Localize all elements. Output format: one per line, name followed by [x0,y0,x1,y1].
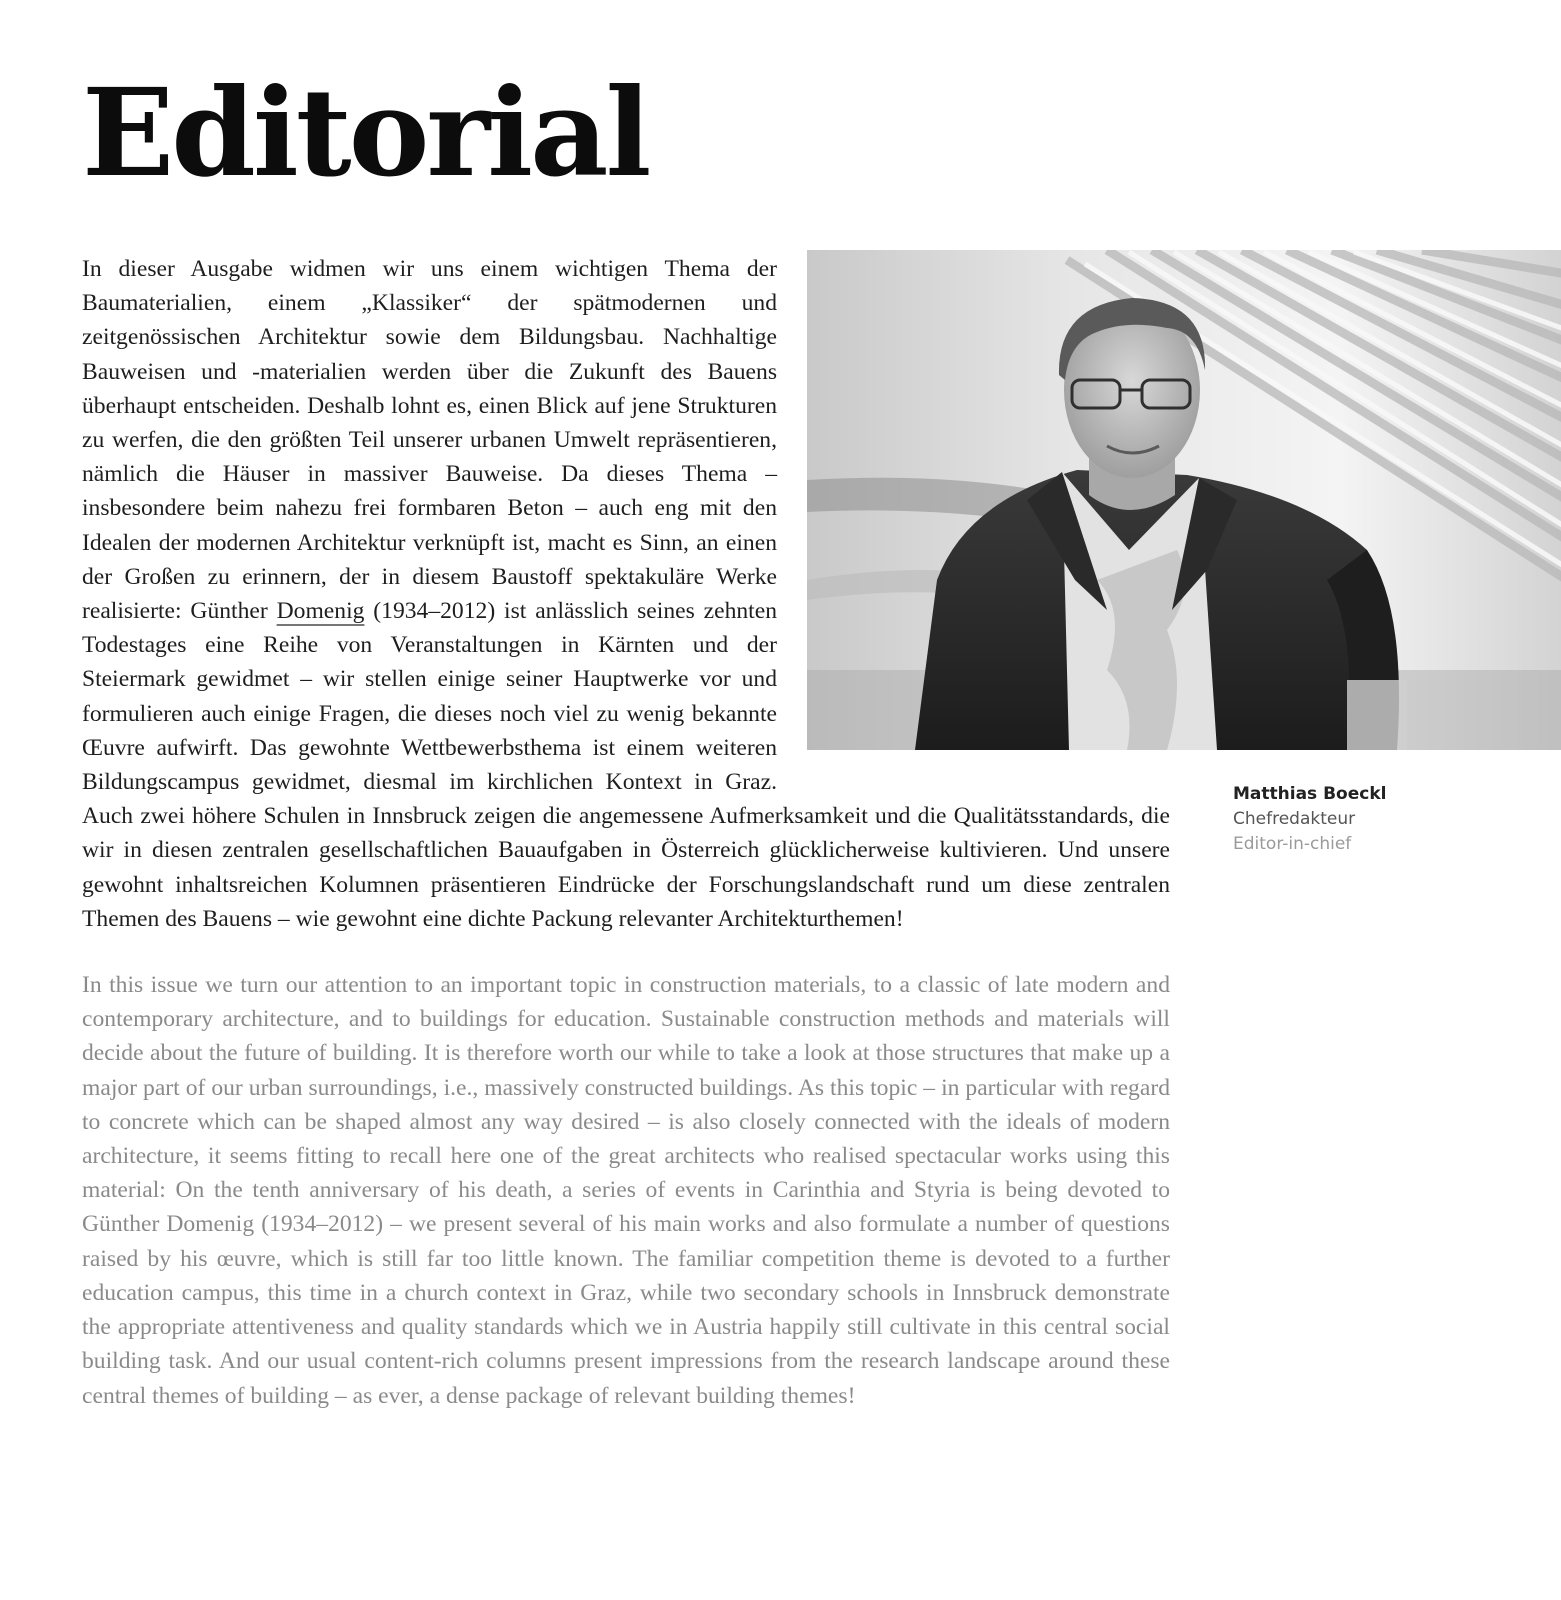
page-title: Editorial [82,61,649,204]
german-text-part-1: In dieser Ausgabe widmen wir uns einem wichtigen Thema der Baumaterialien, einem „Klassiker“ der spätmodernen und zeitgenössischen Architektur sowie dem Bildungsbau. Nachhaltige Bauweisen und -materialien werden über die Zukunft des Bauens überhaupt entscheiden. Deshalb lohnt es, einen Blick auf jene Strukturen zu werfen, die den größten Teil unserer urbanen Umwelt repräsentieren, nämlich die Häuser in massiver Bauweise. Da dieses Thema – insbesondere beim nahezu frei formbaren Beton – auch eng mit den Idealen der modernen Architektur verknüpft ist, macht es Sinn, an einen der Großen zu erinnern, der in diesem Baustoff spektakuläre Werke realisierte: Günther [82,256,777,625]
editor-role-english: Editor-in-chief [1233,834,1352,854]
photo-caption [1233,782,1386,857]
article-body [82,252,1170,1413]
english-paragraph: In this issue we turn our attention to an important topic in construction materials, to a classic of late modern and contemporary architecture, and to buildings for education. Sustainable construction methods and materials will decide about the future of building. It is therefore worth our while to take a look at those structures that make up a major part of our urban surroundings, i.e., massively constructed buildings. As this topic – in particular with regard to concrete which can be shaped almost any way desired – is also closely connected with the ideals of modern architecture, it seems fitting to recall here one of the great architects who realised spectacular works using this material: On the tenth anniversary of his death, a series of events in Carinthia and Styria is being devoted to Günther Domenig (1934–2012) – we present several of his main works and also formulate a number of questions raised by his œuvre, which is still far too little known. The familiar competition theme is devoted to a further education campus, this time in a church context in Graz, while two secondary schools in Innsbruck demonstrate the appropriate attentiveness and quality standards which we in Austria happily still cultivate in this central social building task. And our usual content-rich columns present impressions from the research landscape around these central themes of building – as ever, a dense package of relevant building themes! [82,972,1170,1409]
editor-role-german: Chefredakteur [1233,809,1356,829]
german-text-part-2: (1934–2012) ist anlässlich seines zehnten Todestages eine Reihe von Veranstaltungen in Kärnten und der Steiermark gewidmet – wir stellen einige seiner Hauptwerke vor und formulieren auch einige Fragen, die dieses noch viel zu wenig bekannte Œuvre aufwirft. Das gewohnte Wettbewerbsthema ist einem weiteren Bildungscampus gewidmet, diesmal im kirchlichen Kontext in Graz. Auch zwei höhere Schulen in Innsbruck zeigen die angemessene Aufmerksamkeit und die Qualitätsstandards, die wir in diesen zentralen gesellschaftlichen Bauaufgaben in Österreich glücklicherweise kultivieren. Und unsere gewohnt inhaltsreichen Kolumnen präsentieren Eindrücke der Forschungslandschaft rund um diese zentralen Themen des Bauens – wie gewohnt eine dichte Packung relevanter Architekturthemen! [82,598,1170,932]
editor-name: Matthias Boeckl [1233,784,1387,804]
domenig-link[interactable]: Domenig [276,598,365,625]
portrait-illustration [807,250,1561,750]
editor-portrait-photo [807,250,1561,750]
